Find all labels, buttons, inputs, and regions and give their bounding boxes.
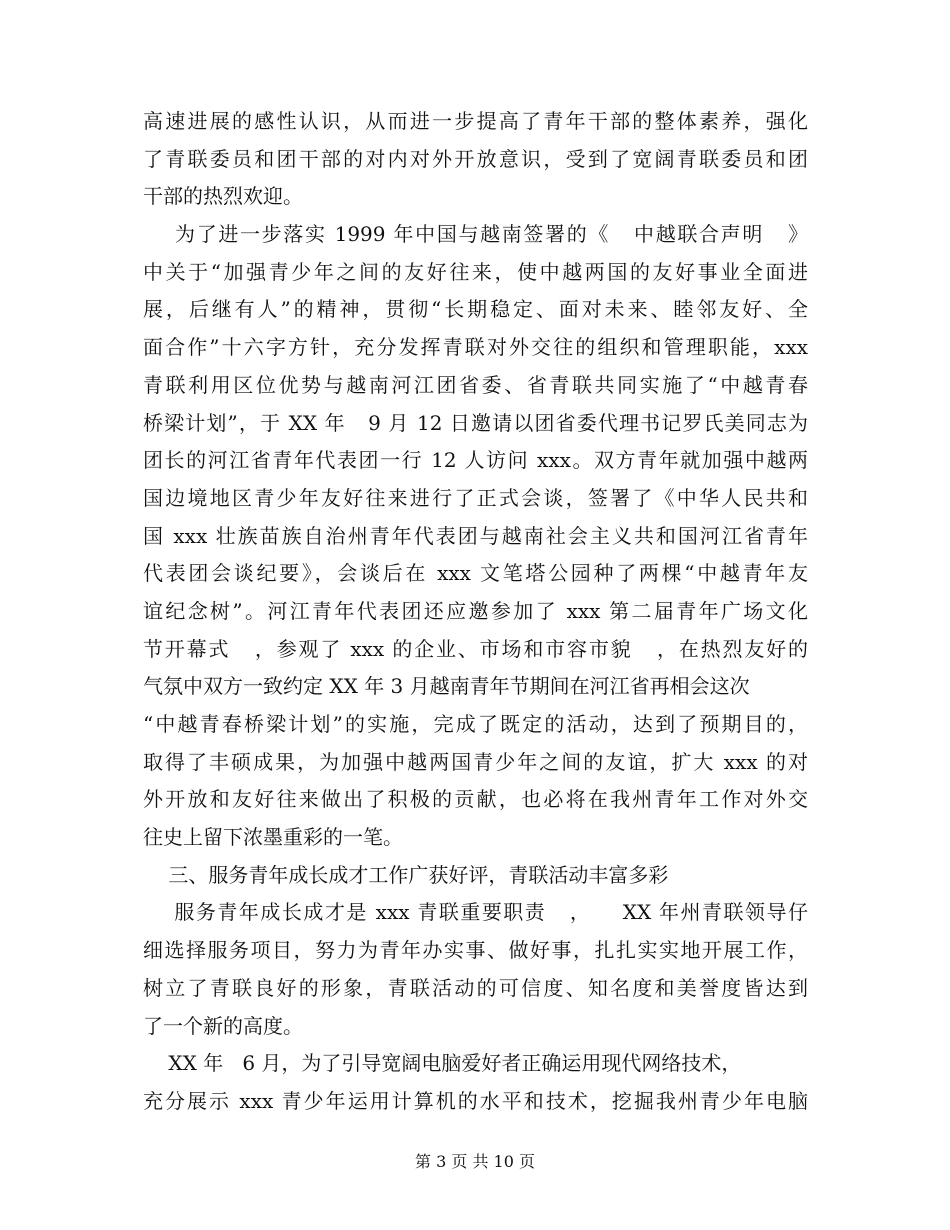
text-line: 充分展示 xxx 青少年运用计算机的水平和技术，挖掘我州青少年电脑	[143, 1088, 808, 1113]
text-line: 代表团会谈纪要》，会谈后在 xxx 文笔塔公园种了两棵“中越青年友	[143, 561, 808, 586]
text-line: XX 年 6 月，为了引导宽阔电脑爱好者正确运用现代网络技术，	[143, 1051, 742, 1076]
document-body	[143, 103, 808, 1121]
text-line: 取得了丰硕成果，为加强中越两国青少年之间的友谊，扩大 xxx 的对	[143, 749, 808, 774]
text-line: 节开幕式 ，参观了 xxx 的企业、市场和市容市貌 ，在热烈友好的	[143, 636, 808, 661]
text-line: 外开放和友好往来做出了积极的贡献，也必将在我州青年工作对外交	[143, 787, 808, 812]
text-line: 谊纪念树”。河江青年代表团还应邀参加了 xxx 第二届青年广场文化	[143, 598, 808, 623]
text-line: 展，后继有人”的精神，贯彻“长期稳定、面对未来、睦邻友好、全	[143, 297, 808, 322]
text-line: 青联利用区位优势与越南河江团省委、省青联共同实施了“中越青春	[143, 372, 808, 397]
text-line: 国 xxx 壮族苗族自治州青年代表团与越南社会主义共和国河江省青年	[143, 523, 808, 548]
text-line: “中越青春桥梁计划”的实施，完成了既定的活动，达到了预期目的，	[143, 712, 808, 736]
text-line: 了一个新的高度。	[143, 1013, 303, 1038]
text-line: 三、服务青年成长成才工作广获好评，青联活动丰富多彩	[143, 862, 669, 887]
text-line: 气氛中双方一致约定 XX 年 3 月越南青年节期间在河江省再相会这次	[143, 674, 750, 699]
text-line: 树立了青联良好的形象，青联活动的可信度、知名度和美誉度皆达到	[143, 975, 808, 1000]
text-line: 团长的河江省青年代表团一行 12 人访问 xxx。双方青年就加强中越两	[143, 448, 808, 473]
text-line: 高速进展的感性认识，从而进一步提高了青年干部的整体素养，强化	[143, 109, 808, 133]
text-line: 中关于“加强青少年之间的友好往来，使中越两国的友好事业全面进	[143, 259, 808, 284]
text-line: 干部的热烈欢迎。	[143, 184, 303, 209]
text-line: 面合作”十六字方针，充分发挥青联对外交往的组织和管理职能，xxx	[143, 335, 808, 360]
page-footer: 第 3 页 共 10 页	[415, 1152, 535, 1171]
text-line: 了青联委员和团干部的对内对外开放意识，受到了宽阔青联委员和团	[143, 146, 808, 171]
text-line: 细选择服务项目，努力为青年办实事、做好事，扎扎实实地开展工作，	[143, 938, 808, 963]
text-line: 桥梁计划”，于 XX 年 9 月 12 日邀请以团省委代理书记罗氏美同志为	[143, 410, 808, 435]
text-line: 国边境地区青少年友好往来进行了正式会谈，签署了《中华人民共和	[143, 485, 808, 510]
text-line: 服务青年成长成才是 xxx 青联重要职责 ， XX 年州青联领导仔	[143, 900, 808, 925]
text-line: 为了进一步落实 1999 年中国与越南签署的《 中越联合声明 》	[143, 222, 808, 247]
text-line: 往史上留下浓墨重彩的一笔。	[143, 825, 403, 850]
